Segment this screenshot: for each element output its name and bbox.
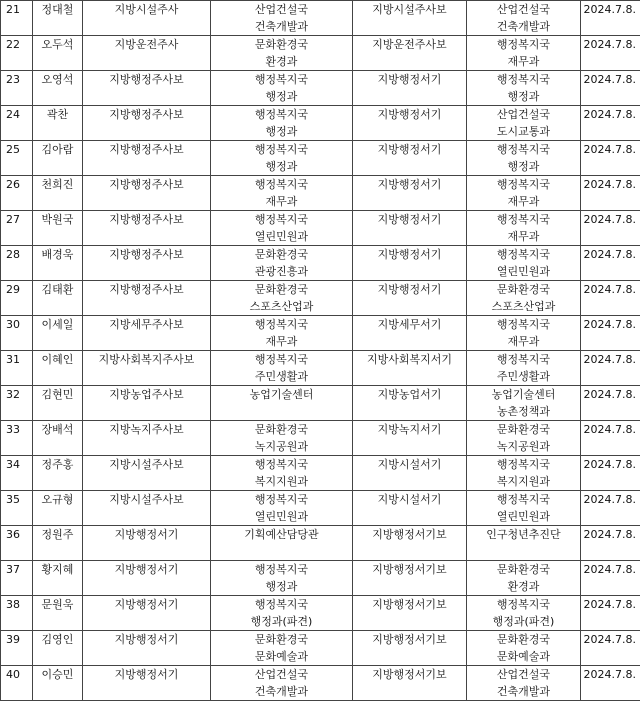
new-department xyxy=(467,456,581,491)
new-department-division: 건축개발과 xyxy=(467,18,580,35)
current-department-bureau: 행정복지국 xyxy=(211,561,352,578)
new-department xyxy=(467,246,581,281)
new-department-division: 주민생활과 xyxy=(467,368,580,385)
employee-name: 김태환 xyxy=(33,281,83,316)
new-department-division: 재무과 xyxy=(467,333,580,350)
new-grade: 지방농업서기 xyxy=(353,386,467,421)
row-number: 26 xyxy=(1,176,33,211)
table-row xyxy=(1,211,640,246)
current-department-bureau: 행정복지국 xyxy=(211,106,352,123)
new-department-bureau: 문화환경국 xyxy=(467,631,580,648)
new-grade: 지방운전주사보 xyxy=(353,36,467,71)
employee-name: 이승민 xyxy=(33,666,83,701)
new-grade: 지방행정서기보 xyxy=(353,631,467,666)
current-department-bureau: 행정복지국 xyxy=(211,351,352,368)
new-department-division: 열린민원과 xyxy=(467,263,580,280)
new-department xyxy=(467,281,581,316)
current-department xyxy=(211,176,353,211)
current-grade: 지방행정주사보 xyxy=(83,176,211,211)
new-department-division: 도시교통과 xyxy=(467,123,580,140)
current-department-division: 재무과 xyxy=(211,333,352,350)
effective-date: 2024.7.8. xyxy=(581,526,640,561)
row-number: 30 xyxy=(1,316,33,351)
new-department xyxy=(467,141,581,176)
effective-date: 2024.7.8. xyxy=(581,666,640,701)
effective-date: 2024.7.8. xyxy=(581,561,640,596)
new-grade: 지방행정서기보 xyxy=(353,526,467,561)
effective-date: 2024.7.8. xyxy=(581,351,640,386)
employee-name: 곽찬 xyxy=(33,106,83,141)
table-row xyxy=(1,666,640,701)
table-row xyxy=(1,561,640,596)
table-row xyxy=(1,491,640,526)
new-department-bureau: 행정복지국 xyxy=(467,211,580,228)
new-department xyxy=(467,526,581,561)
row-number: 34 xyxy=(1,456,33,491)
current-grade: 지방행정서기 xyxy=(83,561,211,596)
effective-date: 2024.7.8. xyxy=(581,596,640,631)
employee-name: 오규형 xyxy=(33,491,83,526)
new-grade: 지방행정서기 xyxy=(353,141,467,176)
current-department-bureau: 행정복지국 xyxy=(211,176,352,193)
row-number: 24 xyxy=(1,106,33,141)
effective-date: 2024.7.8. xyxy=(581,491,640,526)
current-department xyxy=(211,106,353,141)
table-row xyxy=(1,141,640,176)
effective-date: 2024.7.8. xyxy=(581,316,640,351)
new-department-division xyxy=(467,543,580,560)
new-department-bureau: 문화환경국 xyxy=(467,421,580,438)
new-department xyxy=(467,71,581,106)
effective-date: 2024.7.8. xyxy=(581,211,640,246)
row-number: 38 xyxy=(1,596,33,631)
new-department-bureau: 인구청년추진단 xyxy=(467,526,580,543)
current-department-division: 녹지공원과 xyxy=(211,438,352,455)
current-department xyxy=(211,1,353,36)
row-number: 40 xyxy=(1,666,33,701)
current-department-bureau: 행정복지국 xyxy=(211,596,352,613)
new-department-bureau: 행정복지국 xyxy=(467,36,580,53)
current-department xyxy=(211,36,353,71)
new-grade: 지방행정서기 xyxy=(353,176,467,211)
effective-date: 2024.7.8. xyxy=(581,281,640,316)
new-department-division: 녹지공원과 xyxy=(467,438,580,455)
new-department xyxy=(467,1,581,36)
table-row xyxy=(1,106,640,141)
current-grade: 지방행정주사보 xyxy=(83,71,211,106)
row-number: 35 xyxy=(1,491,33,526)
current-department-bureau: 농업기술센터 xyxy=(211,386,352,403)
table-row xyxy=(1,246,640,281)
new-department-bureau: 행정복지국 xyxy=(467,141,580,158)
new-department xyxy=(467,36,581,71)
new-grade: 지방세무서기 xyxy=(353,316,467,351)
current-department-bureau: 행정복지국 xyxy=(211,456,352,473)
table-row xyxy=(1,351,640,386)
new-department-division: 행정과(파견) xyxy=(467,613,580,630)
current-department xyxy=(211,211,353,246)
row-number: 37 xyxy=(1,561,33,596)
current-department-bureau: 산업건설국 xyxy=(211,1,352,18)
current-department xyxy=(211,141,353,176)
effective-date: 2024.7.8. xyxy=(581,141,640,176)
row-number: 21 xyxy=(1,1,33,36)
current-department xyxy=(211,526,353,561)
current-department xyxy=(211,281,353,316)
current-department xyxy=(211,491,353,526)
new-grade: 지방녹지서기 xyxy=(353,421,467,456)
current-department-bureau: 행정복지국 xyxy=(211,491,352,508)
new-grade: 지방행정서기보 xyxy=(353,596,467,631)
current-department-bureau: 문화환경국 xyxy=(211,246,352,263)
current-department xyxy=(211,596,353,631)
current-department xyxy=(211,631,353,666)
new-department xyxy=(467,211,581,246)
current-grade: 지방시설주사보 xyxy=(83,491,211,526)
current-department-division: 주민생활과 xyxy=(211,368,352,385)
new-department-bureau: 농업기술센터 xyxy=(467,386,580,403)
row-number: 22 xyxy=(1,36,33,71)
employee-name: 정원주 xyxy=(33,526,83,561)
employee-name: 문원욱 xyxy=(33,596,83,631)
current-department-division: 복지지원과 xyxy=(211,473,352,490)
new-department-bureau: 산업건설국 xyxy=(467,106,580,123)
row-number: 25 xyxy=(1,141,33,176)
employee-name: 이세일 xyxy=(33,316,83,351)
employee-name: 박원국 xyxy=(33,211,83,246)
new-department-division: 행정과 xyxy=(467,158,580,175)
row-number: 23 xyxy=(1,71,33,106)
employee-name: 황지혜 xyxy=(33,561,83,596)
current-department xyxy=(211,561,353,596)
new-department-bureau: 행정복지국 xyxy=(467,176,580,193)
new-department-bureau: 행정복지국 xyxy=(467,316,580,333)
row-number: 36 xyxy=(1,526,33,561)
new-department xyxy=(467,386,581,421)
current-department xyxy=(211,351,353,386)
effective-date: 2024.7.8. xyxy=(581,246,640,281)
new-department-division: 환경과 xyxy=(467,578,580,595)
new-department-division: 스포츠산업과 xyxy=(467,298,580,315)
current-department-bureau: 행정복지국 xyxy=(211,211,352,228)
row-number: 27 xyxy=(1,211,33,246)
effective-date: 2024.7.8. xyxy=(581,106,640,141)
current-grade: 지방행정서기 xyxy=(83,631,211,666)
current-department xyxy=(211,246,353,281)
new-department xyxy=(467,351,581,386)
current-department xyxy=(211,386,353,421)
effective-date: 2024.7.8. xyxy=(581,176,640,211)
new-grade: 지방행정서기보 xyxy=(353,561,467,596)
current-department-bureau: 문화환경국 xyxy=(211,36,352,53)
new-grade: 지방행정서기 xyxy=(353,106,467,141)
new-department-bureau: 산업건설국 xyxy=(467,666,580,683)
current-department-division: 행정과 xyxy=(211,88,352,105)
current-department-bureau: 기획예산담당관 xyxy=(211,526,352,543)
row-number: 28 xyxy=(1,246,33,281)
current-grade: 지방행정서기 xyxy=(83,526,211,561)
row-number: 32 xyxy=(1,386,33,421)
new-department xyxy=(467,491,581,526)
table-body xyxy=(1,1,640,701)
effective-date: 2024.7.8. xyxy=(581,1,640,36)
current-department xyxy=(211,456,353,491)
current-department-division: 환경과 xyxy=(211,53,352,70)
current-grade: 지방운전주사 xyxy=(83,36,211,71)
current-grade: 지방농업주사보 xyxy=(83,386,211,421)
current-grade: 지방시설주사보 xyxy=(83,456,211,491)
new-department xyxy=(467,666,581,701)
new-grade: 지방행정서기 xyxy=(353,246,467,281)
employee-name: 이혜인 xyxy=(33,351,83,386)
current-department xyxy=(211,71,353,106)
new-department xyxy=(467,421,581,456)
new-department-bureau: 행정복지국 xyxy=(467,71,580,88)
employee-name: 김현민 xyxy=(33,386,83,421)
employee-name: 천희진 xyxy=(33,176,83,211)
new-department-division: 복지지원과 xyxy=(467,473,580,490)
current-department-division: 스포츠산업과 xyxy=(211,298,352,315)
new-department xyxy=(467,316,581,351)
new-grade: 지방행정서기 xyxy=(353,281,467,316)
current-department-division: 열린민원과 xyxy=(211,508,352,525)
new-department-division: 재무과 xyxy=(467,53,580,70)
new-grade: 지방행정서기 xyxy=(353,71,467,106)
current-department-bureau: 문화환경국 xyxy=(211,281,352,298)
table-row xyxy=(1,1,640,36)
new-department-division: 문화예술과 xyxy=(467,648,580,665)
table-row xyxy=(1,631,640,666)
table-row xyxy=(1,386,640,421)
employee-name: 김영인 xyxy=(33,631,83,666)
employee-name: 정대철 xyxy=(33,1,83,36)
new-department xyxy=(467,176,581,211)
row-number: 31 xyxy=(1,351,33,386)
table-row xyxy=(1,421,640,456)
current-department-division xyxy=(211,543,352,560)
current-department xyxy=(211,316,353,351)
table-row xyxy=(1,526,640,561)
employee-name: 오두석 xyxy=(33,36,83,71)
current-department xyxy=(211,666,353,701)
new-department-division: 행정과 xyxy=(467,88,580,105)
table-row xyxy=(1,71,640,106)
employee-name: 장배석 xyxy=(33,421,83,456)
new-department xyxy=(467,106,581,141)
new-grade: 지방사회복지서기 xyxy=(353,351,467,386)
new-grade: 지방시설서기 xyxy=(353,456,467,491)
current-department-bureau: 산업건설국 xyxy=(211,666,352,683)
current-grade: 지방시설주사 xyxy=(83,1,211,36)
new-department-bureau: 산업건설국 xyxy=(467,1,580,18)
current-grade: 지방행정서기 xyxy=(83,596,211,631)
new-department-bureau: 행정복지국 xyxy=(467,491,580,508)
current-grade: 지방행정주사보 xyxy=(83,281,211,316)
new-department-bureau: 행정복지국 xyxy=(467,596,580,613)
effective-date: 2024.7.8. xyxy=(581,386,640,421)
new-department-division: 건축개발과 xyxy=(467,683,580,700)
new-department-bureau: 문화환경국 xyxy=(467,281,580,298)
table-row xyxy=(1,176,640,211)
table-row xyxy=(1,281,640,316)
new-grade: 지방시설서기 xyxy=(353,491,467,526)
current-department-bureau: 문화환경국 xyxy=(211,421,352,438)
new-grade: 지방행정서기보 xyxy=(353,666,467,701)
row-number: 33 xyxy=(1,421,33,456)
table-row xyxy=(1,596,640,631)
employee-name: 정주홍 xyxy=(33,456,83,491)
effective-date: 2024.7.8. xyxy=(581,421,640,456)
current-grade: 지방행정서기 xyxy=(83,666,211,701)
table-row xyxy=(1,316,640,351)
current-department-bureau: 행정복지국 xyxy=(211,141,352,158)
effective-date: 2024.7.8. xyxy=(581,71,640,106)
new-department-division: 농촌정책과 xyxy=(467,403,580,420)
current-grade: 지방세무주사보 xyxy=(83,316,211,351)
table-row xyxy=(1,456,640,491)
new-grade: 지방시설주사보 xyxy=(353,1,467,36)
current-grade: 지방행정주사보 xyxy=(83,211,211,246)
current-department-division: 행정과(파견) xyxy=(211,613,352,630)
row-number: 29 xyxy=(1,281,33,316)
current-department-division: 행정과 xyxy=(211,578,352,595)
new-department xyxy=(467,561,581,596)
current-grade: 지방사회복지주사보 xyxy=(83,351,211,386)
employee-name: 배경욱 xyxy=(33,246,83,281)
new-grade: 지방행정서기 xyxy=(353,211,467,246)
current-grade: 지방행정주사보 xyxy=(83,141,211,176)
current-department-division: 행정과 xyxy=(211,123,352,140)
new-department-division: 재무과 xyxy=(467,193,580,210)
new-department xyxy=(467,631,581,666)
employee-name: 오영석 xyxy=(33,71,83,106)
new-department-division: 열린민원과 xyxy=(467,508,580,525)
new-department-bureau: 문화환경국 xyxy=(467,561,580,578)
current-department-division: 행정과 xyxy=(211,158,352,175)
new-department xyxy=(467,596,581,631)
current-department-division: 재무과 xyxy=(211,193,352,210)
current-grade: 지방녹지주사보 xyxy=(83,421,211,456)
new-department-bureau: 행정복지국 xyxy=(467,351,580,368)
employee-name: 김아람 xyxy=(33,141,83,176)
current-department-bureau: 행정복지국 xyxy=(211,316,352,333)
new-department-division: 재무과 xyxy=(467,228,580,245)
new-department-bureau: 행정복지국 xyxy=(467,456,580,473)
current-department-division: 문화예술과 xyxy=(211,648,352,665)
effective-date: 2024.7.8. xyxy=(581,631,640,666)
current-grade: 지방행정주사보 xyxy=(83,246,211,281)
effective-date: 2024.7.8. xyxy=(581,456,640,491)
current-department-bureau: 행정복지국 xyxy=(211,71,352,88)
current-department-bureau: 문화환경국 xyxy=(211,631,352,648)
current-department-division: 관광진흥과 xyxy=(211,263,352,280)
current-department-division: 열린민원과 xyxy=(211,228,352,245)
current-department-division: 건축개발과 xyxy=(211,683,352,700)
current-department xyxy=(211,421,353,456)
current-department-division: 건축개발과 xyxy=(211,18,352,35)
current-department-division xyxy=(211,403,352,420)
new-department-bureau: 행정복지국 xyxy=(467,246,580,263)
current-grade: 지방행정주사보 xyxy=(83,106,211,141)
row-number: 39 xyxy=(1,631,33,666)
effective-date: 2024.7.8. xyxy=(581,36,640,71)
table-row xyxy=(1,36,640,71)
